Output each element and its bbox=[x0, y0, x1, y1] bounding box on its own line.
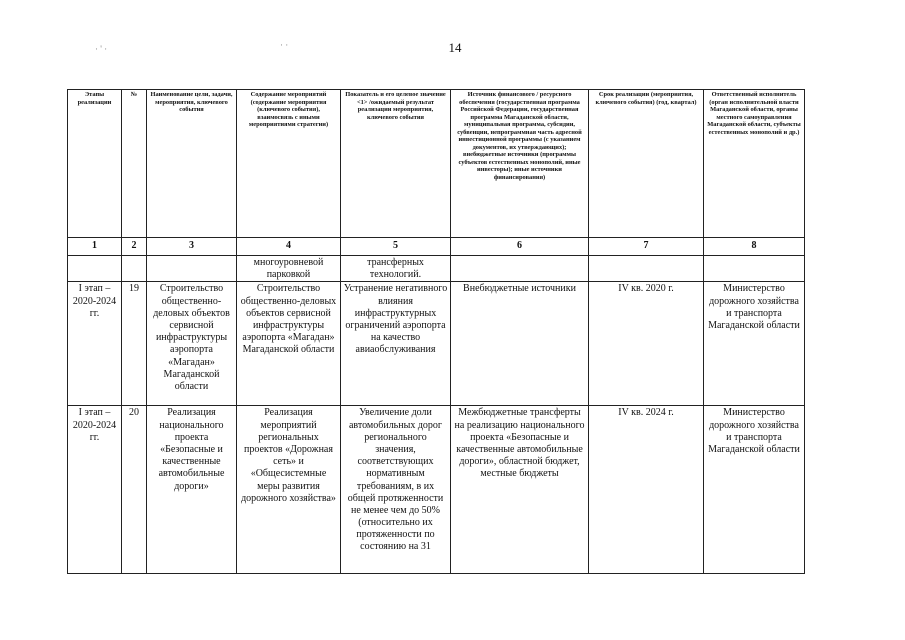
cell-indicator: трансферных технологий. bbox=[341, 256, 451, 282]
header-number: № bbox=[122, 90, 147, 238]
column-number: 5 bbox=[341, 238, 451, 256]
cell-term: IV кв. 2020 г. bbox=[589, 282, 704, 406]
column-number: 1 bbox=[68, 238, 122, 256]
cell-number bbox=[122, 256, 147, 282]
column-number: 3 bbox=[147, 238, 237, 256]
cell-name: Строительство общественно-деловых объектов сервисной инфраструктуры аэропорта «Магадан» Магаданской области bbox=[147, 282, 237, 406]
table-row-continuation bbox=[68, 256, 805, 282]
cell-executor bbox=[704, 256, 805, 282]
cell-indicator: Устранение негативного влияния инфраструктурных ограничений аэропорта на качество авиаобслуживания bbox=[341, 282, 451, 406]
header-indicator: Показатель и его целевое значение <1> /ожидаемый результат реализации мероприятия, ключевого события bbox=[341, 90, 451, 238]
header-source: Источник финансового / ресурсного обеспечения (государственная программа Российской Федерации, государственная программа Магаданской области, муниципальная программа, субсидии, субвенции, непрограммная часть адресной инвестиционной программы (с указанием документов, их утверждающих); внебюджетные источники (программы субъектов естественных монополий, иные инвесторы); иные источники финансирования) bbox=[451, 90, 589, 238]
cell-name bbox=[147, 256, 237, 282]
cell-content: многоуровневой парковкой bbox=[237, 256, 341, 282]
scan-artifact: · ' · bbox=[95, 44, 108, 54]
column-number: 6 bbox=[451, 238, 589, 256]
scan-artifact: · · bbox=[280, 40, 289, 50]
header-content: Содержание мероприятий (содержание мероприятия (ключевого события), взаимосвязь с иными мероприятиями стратегии) bbox=[237, 90, 341, 238]
cell-content: Реализация мероприятий региональных проектов «Дорожная сеть» и «Общесистемные меры развития дорожного хозяйства» bbox=[237, 406, 341, 574]
column-number: 8 bbox=[704, 238, 805, 256]
cell-content: Строительство общественно-деловых объектов сервисной инфраструктуры аэропорта «Магадан» Магаданской области bbox=[237, 282, 341, 406]
cell-executor: Министерство дорожного хозяйства и транспорта Магаданской области bbox=[704, 406, 805, 574]
column-number: 2 bbox=[122, 238, 147, 256]
cell-stage bbox=[68, 256, 122, 282]
cell-source: Внебюджетные источники bbox=[451, 282, 589, 406]
cell-indicator: Увеличение доли автомобильных дорог регионального значения, соответствующих нормативным требованиям, в их общей протяженности не менее чем до 50% (относительно их протяженности по состоянию на 31 bbox=[341, 406, 451, 574]
cell-stage: I этап – 2020-2024 гг. bbox=[68, 406, 122, 574]
cell-name: Реализация национального проекта «Безопасные и качественные автомобильные дороги» bbox=[147, 406, 237, 574]
header-stage: Этапы реализации bbox=[68, 90, 122, 238]
table-header-row bbox=[68, 90, 805, 238]
cell-executor: Министерство дорожного хозяйства и транспорта Магаданской области bbox=[704, 282, 805, 406]
table-row bbox=[68, 282, 805, 406]
cell-number: 20 bbox=[122, 406, 147, 574]
cell-source: Межбюджетные трансферты на реализацию национального проекта «Безопасные и качественные автомобильные дороги», областной бюджет, местные бюджеты bbox=[451, 406, 589, 574]
cell-number: 19 bbox=[122, 282, 147, 406]
strategy-plan-table bbox=[67, 89, 805, 574]
table-row bbox=[68, 406, 805, 574]
cell-term: IV кв. 2024 г. bbox=[589, 406, 704, 574]
cell-source bbox=[451, 256, 589, 282]
cell-term bbox=[589, 256, 704, 282]
cell-stage: I этап – 2020-2024 гг. bbox=[68, 282, 122, 406]
column-number-row bbox=[68, 238, 805, 256]
header-term: Срок реализации (мероприятия, ключевого события) (год, квартал) bbox=[589, 90, 704, 238]
column-number: 7 bbox=[589, 238, 704, 256]
page-number: 14 bbox=[448, 40, 462, 55]
column-number: 4 bbox=[237, 238, 341, 256]
header-name: Наименование цели, задачи, мероприятия, ключевого события bbox=[147, 90, 237, 238]
header-executor: Ответственный исполнитель (орган исполнительной власти Магаданской области, органы местного самоуправления Магаданской области, субъекты естественных монополий и др.) bbox=[704, 90, 805, 238]
